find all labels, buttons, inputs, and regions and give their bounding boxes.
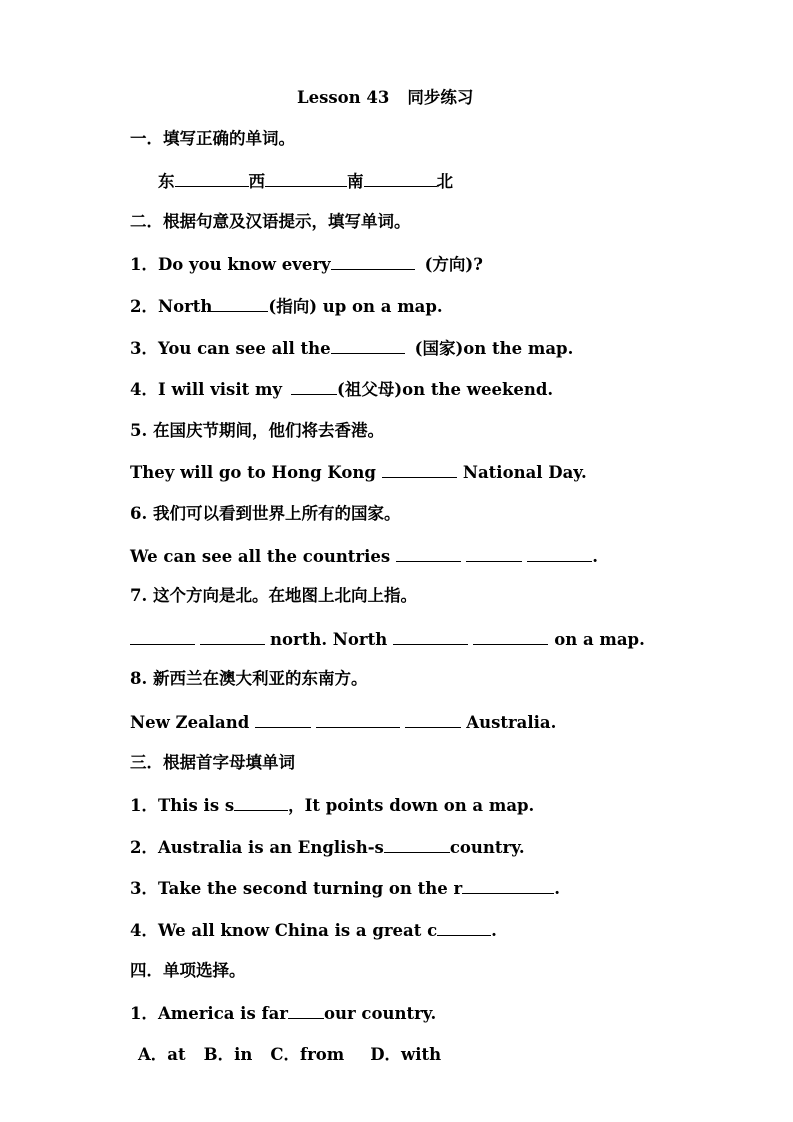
answer-blank[interactable] <box>396 545 461 562</box>
blank-west[interactable] <box>265 170 347 187</box>
answer-blank[interactable] <box>288 1002 324 1019</box>
answer-blank[interactable] <box>405 711 461 728</box>
option-a[interactable]: A．at <box>138 1045 186 1064</box>
s2-question-2: 2．North (指向) up on a map. <box>130 297 443 316</box>
answer-blank[interactable] <box>212 295 268 312</box>
s3-question-2: 2．Australia is an English-s country. <box>130 838 525 857</box>
s2-question-5-chinese: 5. 在国庆节期间，他们将去香港。 <box>130 421 384 440</box>
s2-question-1: 1．Do you know every (方向)? <box>130 255 483 274</box>
s2-question-7-chinese: 7. 这个方向是北。在地图上北向上指。 <box>130 586 417 605</box>
page-title: Lesson 43 同步练习 <box>297 88 474 107</box>
east-label: 东 <box>158 172 175 191</box>
blank-south[interactable] <box>364 170 437 187</box>
answer-blank[interactable] <box>130 628 195 645</box>
s2-question-6: We can see all the countries . <box>130 547 598 566</box>
section-4-heading: 四．单项选择。 <box>130 961 246 980</box>
answer-blank[interactable] <box>255 711 311 728</box>
answer-blank[interactable] <box>316 711 400 728</box>
answer-blank[interactable] <box>234 794 288 811</box>
section-2-heading: 二．根据句意及汉语提示，填写单词。 <box>130 212 411 231</box>
blank-east[interactable] <box>175 170 249 187</box>
s2-question-4: 4．I will visit my (祖父母)on the weekend. <box>130 380 554 399</box>
s3-question-3: 3．Take the second turning on the r . <box>130 879 560 898</box>
answer-blank[interactable] <box>384 836 450 853</box>
west-label: 西 <box>248 172 265 191</box>
s3-question-1: 1．This is s ，It points down on a map. <box>130 796 535 815</box>
s2-question-6-chinese: 6. 我们可以看到世界上所有的国家。 <box>130 504 401 523</box>
answer-blank[interactable] <box>437 919 491 936</box>
answer-blank[interactable] <box>527 545 592 562</box>
s3-question-4: 4．We all know China is a great c . <box>130 921 497 940</box>
option-c[interactable]: C．from <box>270 1045 345 1064</box>
answer-blank[interactable] <box>382 461 457 478</box>
answer-blank[interactable] <box>331 337 405 354</box>
section-1-heading: 一．填写正确的单词。 <box>130 129 295 148</box>
direction-blanks-line <box>158 170 453 192</box>
answer-blank[interactable] <box>200 628 265 645</box>
s2-question-8: New Zealand Australia. <box>130 713 557 732</box>
answer-blank[interactable] <box>291 378 337 395</box>
option-b[interactable]: B．in <box>203 1045 253 1064</box>
answer-blank[interactable] <box>466 545 522 562</box>
s4-question-1: 1．America is far our country. <box>130 1004 437 1023</box>
north-label: 北 <box>436 172 453 191</box>
south-label: 南 <box>347 172 364 191</box>
s2-question-3: 3．You can see all the (国家)on the map. <box>130 339 574 358</box>
option-d[interactable]: D．with <box>370 1045 442 1064</box>
answer-blank[interactable] <box>331 253 415 270</box>
s2-question-5: They will go to Hong Kong National Day. <box>130 463 587 482</box>
answer-blank[interactable] <box>473 628 548 645</box>
section-3-heading: 三．根据首字母填单词 <box>130 753 295 772</box>
answer-blank[interactable] <box>462 877 554 894</box>
s2-question-7: north. North on a map. <box>130 628 645 650</box>
s2-question-8-chinese: 8. 新西兰在澳大利亚的东南方。 <box>130 669 368 688</box>
s4-question-1-options <box>138 1044 441 1066</box>
answer-blank[interactable] <box>393 628 468 645</box>
